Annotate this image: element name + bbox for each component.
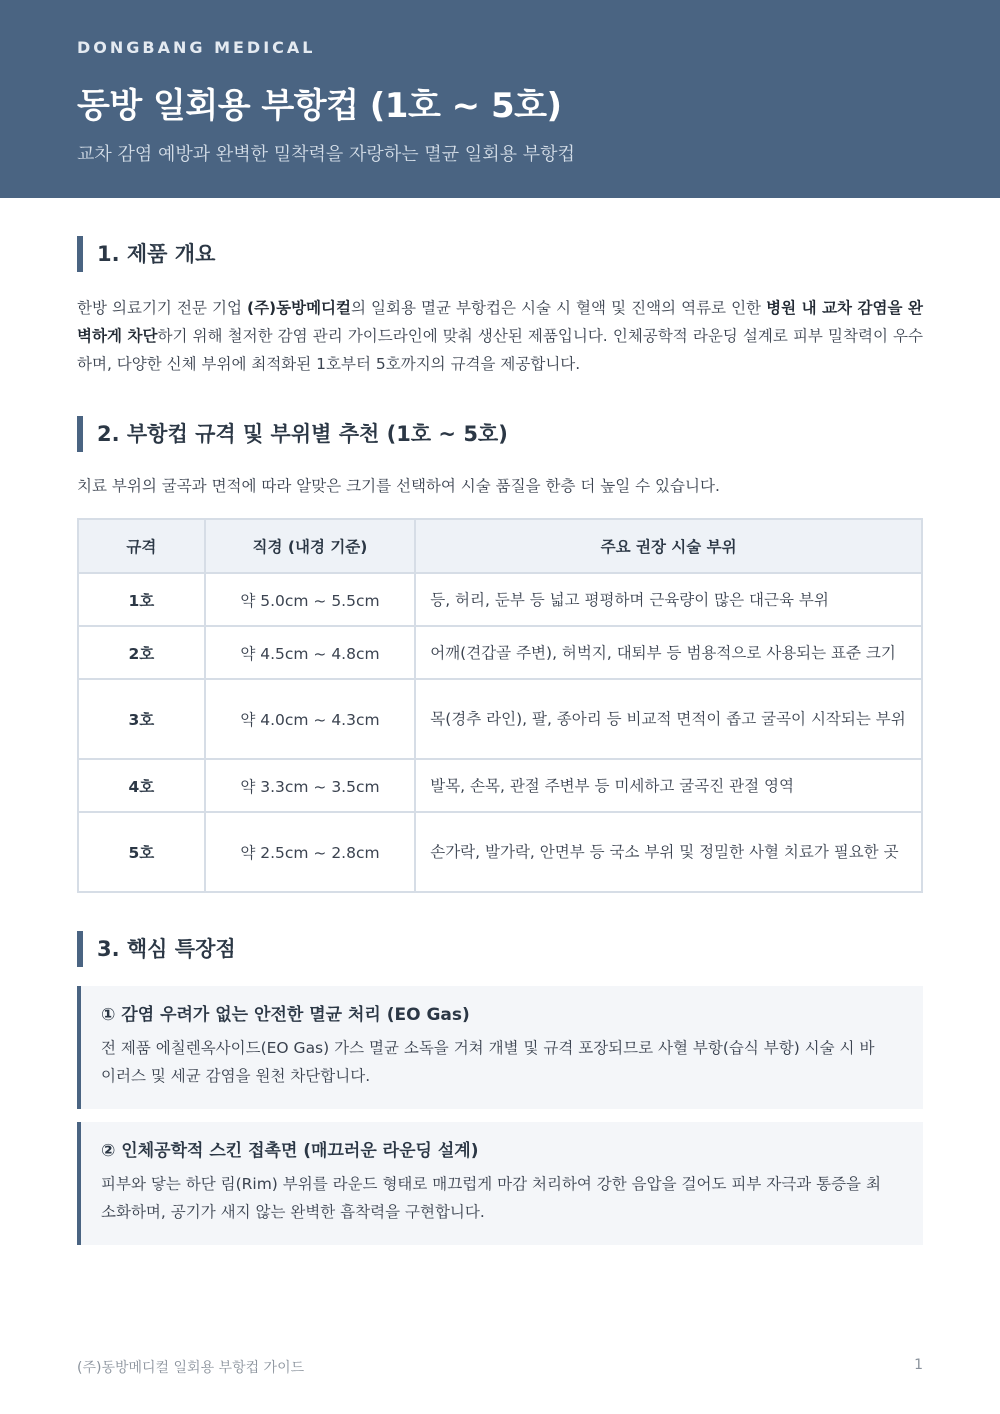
spec-table-header-row (78, 519, 922, 573)
feature-card-sterilization (77, 986, 923, 1109)
size-cell: 2호 (78, 626, 205, 679)
area-cell: 발목, 손목, 관절 주변부 등 미세하고 굴곡진 관절 영역 (415, 759, 922, 812)
size-cell: 4호 (78, 759, 205, 812)
spec-table (77, 518, 923, 893)
size-cell: 5호 (78, 812, 205, 892)
document-title: 동방 일회용 부항컵 (1호 ~ 5호) (77, 86, 562, 126)
specs-intro: 치료 부위의 굴곡과 면적에 따라 알맞은 크기를 선택하여 시술 품질을 한층 더 높일 수 있습니다. (77, 477, 720, 495)
page-header (0, 0, 1000, 198)
table-row (78, 679, 922, 759)
size-cell: 3호 (78, 679, 205, 759)
column-header-diameter: 직경 (내경 기준) (205, 519, 416, 573)
document-subtitle: 교차 감염 예방과 완벽한 밀착력을 자랑하는 멸균 일회용 부항컵 (77, 144, 575, 165)
overview-text-2: 의 일회용 멸균 부항컵은 시술 시 혈액 및 진액의 역류로 인한 (351, 299, 767, 317)
area-cell: 어깨(견갑골 주변), 허벅지, 대퇴부 등 범용적으로 사용되는 표준 크기 (415, 626, 922, 679)
feature-description: 피부와 닿는 하단 림(Rim) 부위를 라운드 형태로 매끄럽게 마감 처리하여 강한 음압을 걸어도 피부 자극과 통증을 최소화하며, 공기가 새지 않는 완벽한 흡착력을 구현합니다. (101, 1175, 881, 1221)
column-header-area: 주요 권장 시술 부위 (415, 519, 922, 573)
overview-paragraph (77, 294, 923, 378)
company-name: (주)동방메디컬 (247, 299, 352, 317)
overview-text-1: 한방 의료기기 전문 기업 (77, 299, 247, 317)
diameter-cell: 약 4.0cm ~ 4.3cm (205, 679, 416, 759)
area-cell: 손가락, 발가락, 안면부 등 국소 부위 및 정밀한 사혈 치료가 필요한 곳 (415, 812, 922, 892)
footer-document-name: (주)동방메디컬 일회용 부항컵 가이드 (77, 1360, 305, 1376)
overview-emphasis: 병원 내 교차 감염을 완벽하게 차단 (77, 299, 923, 345)
diameter-cell: 약 2.5cm ~ 2.8cm (205, 812, 416, 892)
table-row (78, 812, 922, 892)
feature-card-ergonomic-rim (77, 1122, 923, 1245)
diameter-cell: 약 5.0cm ~ 5.5cm (205, 573, 416, 626)
size-cell: 1호 (78, 573, 205, 626)
diameter-cell: 약 4.5cm ~ 4.8cm (205, 626, 416, 679)
brand-name: DONGBANG MEDICAL (77, 38, 316, 57)
area-cell: 목(경추 라인), 팔, 종아리 등 비교적 면적이 좁고 굴곡이 시작되는 부위 (415, 679, 922, 759)
page-number: 1 (914, 1357, 923, 1373)
column-header-size: 규격 (78, 519, 205, 573)
table-row (78, 759, 922, 812)
feature-title: ② 인체공학적 스킨 접촉면 (매끄러운 라운딩 설계) (101, 1141, 479, 1161)
table-row (78, 626, 922, 679)
section-heading-specs: 2. 부항컵 규격 및 부위별 추천 (1호 ~ 5호) (77, 416, 508, 452)
area-cell: 등, 허리, 둔부 등 넓고 평평하며 근육량이 많은 대근육 부위 (415, 573, 922, 626)
table-row (78, 573, 922, 626)
feature-description: 전 제품 에칠렌옥사이드(EO Gas) 가스 멸균 소독을 거쳐 개별 및 규격 포장되므로 사혈 부항(습식 부항) 시술 시 바이러스 및 세균 감염을 원천 차단합니다. (101, 1039, 875, 1085)
section-heading-features: 3. 핵심 특장점 (77, 931, 236, 967)
diameter-cell: 약 3.3cm ~ 3.5cm (205, 759, 416, 812)
feature-title: ① 감염 우려가 없는 안전한 멸균 처리 (EO Gas) (101, 1005, 470, 1025)
section-heading-overview: 1. 제품 개요 (77, 236, 215, 272)
overview-text-3: 하기 위해 철저한 감염 관리 가이드라인에 맞춰 생산된 제품입니다. 인체공학적 라운딩 설계로 피부 밀착력이 우수하며, 다양한 신체 부위에 최적화된 1호부터 5호까지의 규격을 제공합니다. (77, 327, 923, 373)
